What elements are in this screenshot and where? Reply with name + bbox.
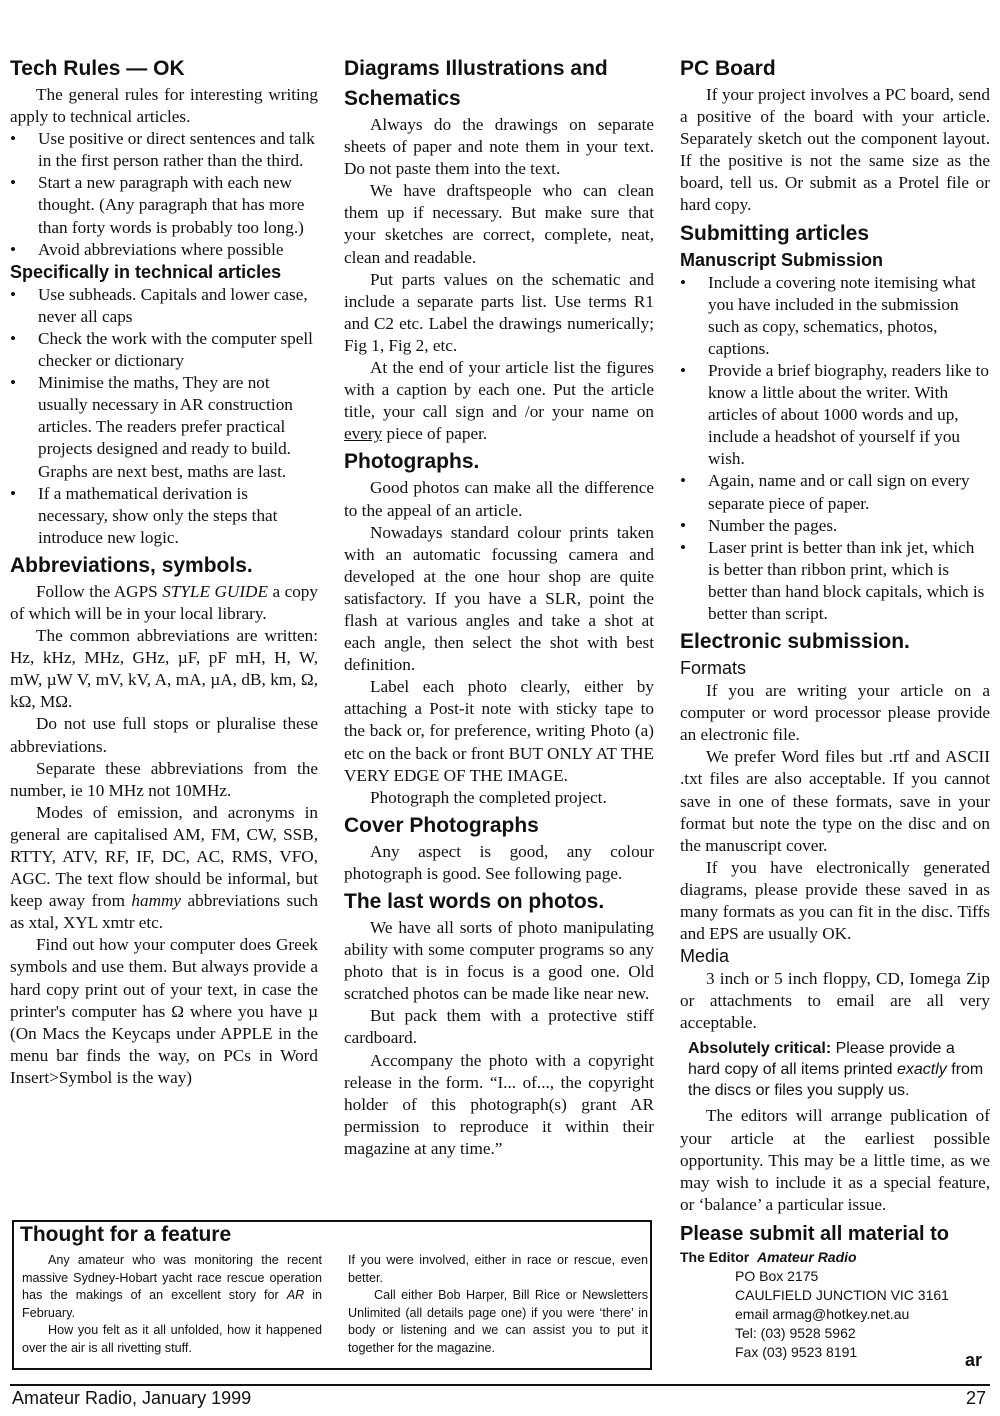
heading-diagrams: Diagrams Illustrations and Schematics [344,57,608,110]
list-item: • Check the work with the computer spell checker or dictionary [10,328,318,372]
ar-logo: ar [965,1350,983,1370]
list-item: • Laser print is better than ink jet, which is better than ribbon print, which is better than hand block capitals, which is better than script. [680,537,990,625]
critical-note: Absolutely critical: Please provide a hard copy of all items printed exactly from the discs or files you supply us. [688,1040,984,1100]
list-item: • Use positive or direct sentences and talk in the first person rather than the third. [10,128,318,172]
paragraph-sorts: We have all sorts of photo manipulating ability with some computer programs so any photo that is in focus is a good one. Old scratched photos can be made like near new. [344,918,654,1004]
paragraph-pcb: If your project involves a PC board, send a positive of the board with your article. Separately sketch out the component layout. If the positive is not the same size as the board, tell us. Or submit as a Protel file or hard copy. [680,85,990,215]
column-left [10,52,318,1089]
footer-rule [10,1384,990,1386]
paragraph-separate: Separate these abbreviations from the number, ie 10 MHz not 10MHz. [10,758,318,800]
address-line: CAULFIELD JUNCTION VIC 3161 [735,1287,949,1303]
page-number: 27 [966,1388,987,1408]
heading-formats: Formats [680,658,747,679]
heading-abbreviations: Abbreviations, symbols. [10,553,253,577]
heading-photographs: Photographs. [344,450,480,474]
list-item: • Avoid abbreviations where possible [10,239,318,261]
specific-list [10,284,318,549]
paragraph-accompany: Accompany the photo with a copyright release in the form. “I... of..., the copyright holder of this photograph(s) grant AR permission to reproduce it within their magazine at any time.” [344,1050,654,1158]
email-line: email armag@hotkey.net.au [735,1306,910,1322]
paragraph-nowadays: Nowadays standard colour prints taken with an automatic focussing camera and developed at the one hour shop are quite satisfactory. If you have a SLR, point the flash at various angles and take a shot at each angle, then select the shot with best definition. [344,522,654,675]
paragraph-completed: Photograph the completed project. [370,787,607,807]
paragraph-prefer: We prefer Word files but .rtf and ASCII .txt files are also acceptable. If you cannot save in one of these formats, save in your format but note the type on the disc and on the manuscript cover. [680,747,990,855]
address-line: PO Box 2175 [735,1268,819,1284]
paragraph-writing: If you are writing your article on a computer or word processor please provide an electronic file. [680,681,990,745]
heading-cover: Cover Photographs [344,813,539,837]
paragraph-fullstops: Do not use full stops or pluralise these abbreviations. [10,714,318,756]
feature-box-right [348,1252,648,1357]
list-item: • Use subheads. Capitals and lower case, never all caps [10,284,318,328]
feature-box-left [22,1252,322,1357]
feature-paragraph: Any amateur who was monitoring the recent massive Sydney-Hobart yacht race rescue operation has the makings of an excellent story for AR in February. [22,1253,322,1320]
feature-paragraph: How you felt as it all unfolded, how it happened over the air is all rivetting stuff. [22,1323,322,1355]
paragraph-editors: The editors will arrange publication of your article at the earliest possible opportunity. This may be a little time, as we may wish to include it as a special feature, or ‘balance’ a particular issue. [680,1106,990,1214]
paragraph-general: The general rules for interesting writing apply to technical articles. [10,85,318,127]
submit-address-block [680,1220,990,1362]
list-item: • Start a new paragraph with each new thought. (Any paragraph that has more than forty words is probably too long.) [10,172,318,238]
paragraph-drafts: We have draftspeople who can clean them up if necessary. But make sure that your sketches are correct, complete, neat, clean and readable. [344,181,654,267]
fax-line: Fax (03) 9523 8191 [735,1344,858,1360]
list-item: • If a mathematical derivation is necessary, show only the steps that introduce new logic. [10,483,318,549]
list-item: • Again, name and or call sign on every separate piece of paper. [680,470,990,514]
paragraph-end: At the end of your article list the figures with a caption by each one. Put the article title, your call sign and /or your name on every piece of paper. [344,358,654,444]
paragraph-media: 3 inch or 5 inch floppy, CD, Iomega Zip or attachments to email are all very acceptable. [680,969,990,1033]
feature-box-title: Thought for a feature [20,1223,232,1246]
footer-publication: Amateur Radio, January 1999 [12,1388,252,1408]
list-item: • Number the pages. [680,515,990,537]
heading-submitting: Submitting articles [680,221,870,245]
paragraph-good: Good photos can make all the difference to the appeal of an article. [344,478,654,520]
paragraph-greek: Find out how your computer does Greek symbols and use them. But always provide a hard copy print out of your text, in case the printer's computer has Ω where you have µ (On Macs the Keycaps under APPLE in the menu bar finds the way, on PCs in Word Insert>Symbol is the way) [10,935,318,1087]
heading-tech-rules: Tech Rules — OK [10,57,185,80]
column-middle [344,52,654,1160]
tech-rules-list [10,128,318,261]
paragraph-common: The common abbreviations are written: Hz, kHz, MHz, GHz, µF, pF mH, H, W, mW, µW V, mV, kV, A, mA, µA, dB, km, Ω, kΩ, MΩ. [10,626,318,712]
paragraph-diagrams: If you have electronically generated diagrams, please provide these saved in as many formats as you can fit in the disc. Tiffs and EPS are usually OK. [680,857,990,944]
heading-last-words: The last words on photos. [344,890,605,913]
paragraph-modes: Modes of emission, and acronyms in general are capitalised AM, FM, CW, SSB, RTTY, ATV, RF, IF, DC, AC, RMS, VFO, AGC. The text flow should be informal, but keep away from hammy abbreviations such as xtal, XYL xmtr etc. [10,802,318,933]
paragraph-parts: Put parts values on the schematic and include a separate parts list. Use terms R1 and C2 etc. Label the drawings numerically; Fig 1, Fig 2, etc. [344,269,654,355]
paragraph-label: Label each photo clearly, either by attaching a Post-it note with sticky tape to the back or, for preference, writing Photo (a) etc on the back or front BUT ONLY AT THE VERY EDGE OF THE IMAGE. [344,677,654,785]
feature-box [12,1220,652,1370]
feature-paragraph: Call either Bob Harper, Bill Rice or Newsletters Unlimited (all details page one) if you were ‘there’ in body or listening and we can assist you to put it together for the magazine. [348,1288,648,1355]
feature-paragraph: If you were involved, either in race or rescue, even better. [348,1253,648,1285]
submit-title: Please submit all material to [680,1223,949,1245]
column-right [680,52,990,1216]
paragraph-aspect: Any aspect is good, any colour photograph is good. See following page. [344,841,654,883]
heading-electronic: Electronic submission. [680,630,910,654]
tel-line: Tel: (03) 9528 5962 [735,1325,856,1341]
heading-specifically: Specifically in technical articles [10,261,282,282]
heading-media: Media [680,946,730,967]
editor-line: The Editor Amateur Radio [680,1249,857,1265]
list-item: • Include a covering note itemising what you have included in the submission such as copy, schematics, photos, captions. [680,272,990,360]
list-item: • Provide a brief biography, readers like to know a little about the writer. With articles of about 1000 words and up, include a headshot of yourself if you wish. [680,360,990,470]
heading-pc-board: PC Board [680,57,776,80]
paragraph-pack: But pack them with a protective stiff cardboard. [344,1006,654,1048]
heading-manuscript: Manuscript Submission [680,249,884,270]
manuscript-list [680,272,990,626]
list-item: • Minimise the maths, They are not usually necessary in AR construction articles. The readers prefer practical projects designed and ready to build. Graphs are next best, maths are last. [10,372,318,482]
paragraph-always: Always do the drawings on separate sheets of paper and note them in your text. Do not paste them into the text. [344,115,654,179]
paragraph-follow: Follow the AGPS STYLE GUIDE a copy of which will be in your local library. [10,581,318,623]
